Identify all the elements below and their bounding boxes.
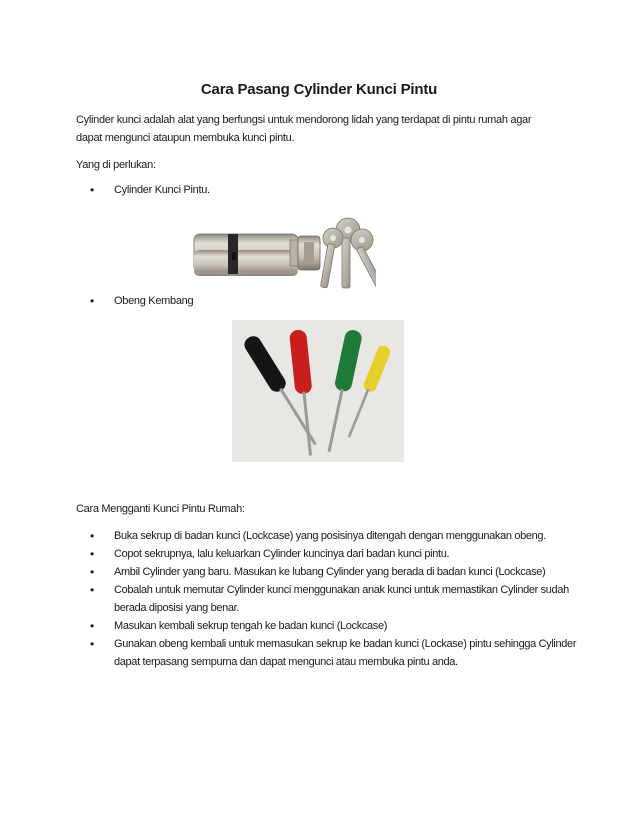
document-title: Cara Pasang Cylinder Kunci Pintu bbox=[200, 81, 438, 98]
needs-item-cylinder: • Cylinder Kunci Pintu. bbox=[90, 181, 210, 199]
step-item-1: • Buka sekrup di badan kunci (Lockcase) yang posisinya ditengah dengan menggunakan obeng. bbox=[90, 527, 580, 545]
step-item-3: • Ambil Cylinder yang baru. Masukan ke lubang Cylinder yang berada di badan kunci (Lockcase) bbox=[90, 563, 580, 581]
step-item-2: • Copot sekrupnya, lalu keluarkan Cylinder kuncinya dari badan kunci pintu. bbox=[90, 545, 580, 563]
steps-list bbox=[90, 527, 580, 671]
step-item-4: • Cobalah untuk memutar Cylinder kunci menggunakan anak kunci untuk memastikan Cylinder sudah berada diposisi yang benar. bbox=[90, 581, 580, 617]
needs-label: Yang di perlukan: bbox=[76, 159, 156, 171]
cylinder-lock-photo bbox=[190, 212, 376, 302]
needs-item-screwdriver: • Obeng Kembang bbox=[90, 292, 193, 310]
steps-label: Cara Mengganti Kunci Pintu Rumah: bbox=[76, 503, 245, 515]
step-item-6: • Gunakan obeng kembali untuk memasukan sekrup ke badan kunci (Lockase) pintu sehingga Cylinder dapat terpasang sempurna dan dapat mengunci atau membuka pintu anda. bbox=[90, 635, 580, 671]
intro-paragraph bbox=[76, 111, 576, 147]
intro-line-2: dapat mengunci ataupun membuka kunci pintu. bbox=[76, 132, 295, 144]
step-item-5: • Masukan kembali sekrup tengah ke badan kunci (Lockcase) bbox=[90, 617, 580, 635]
intro-line-1: Cylinder kunci adalah alat yang berfungsi untuk mendorong lidah yang terdapat di pintu rumah agar bbox=[76, 114, 532, 126]
screwdrivers-photo bbox=[232, 320, 404, 462]
